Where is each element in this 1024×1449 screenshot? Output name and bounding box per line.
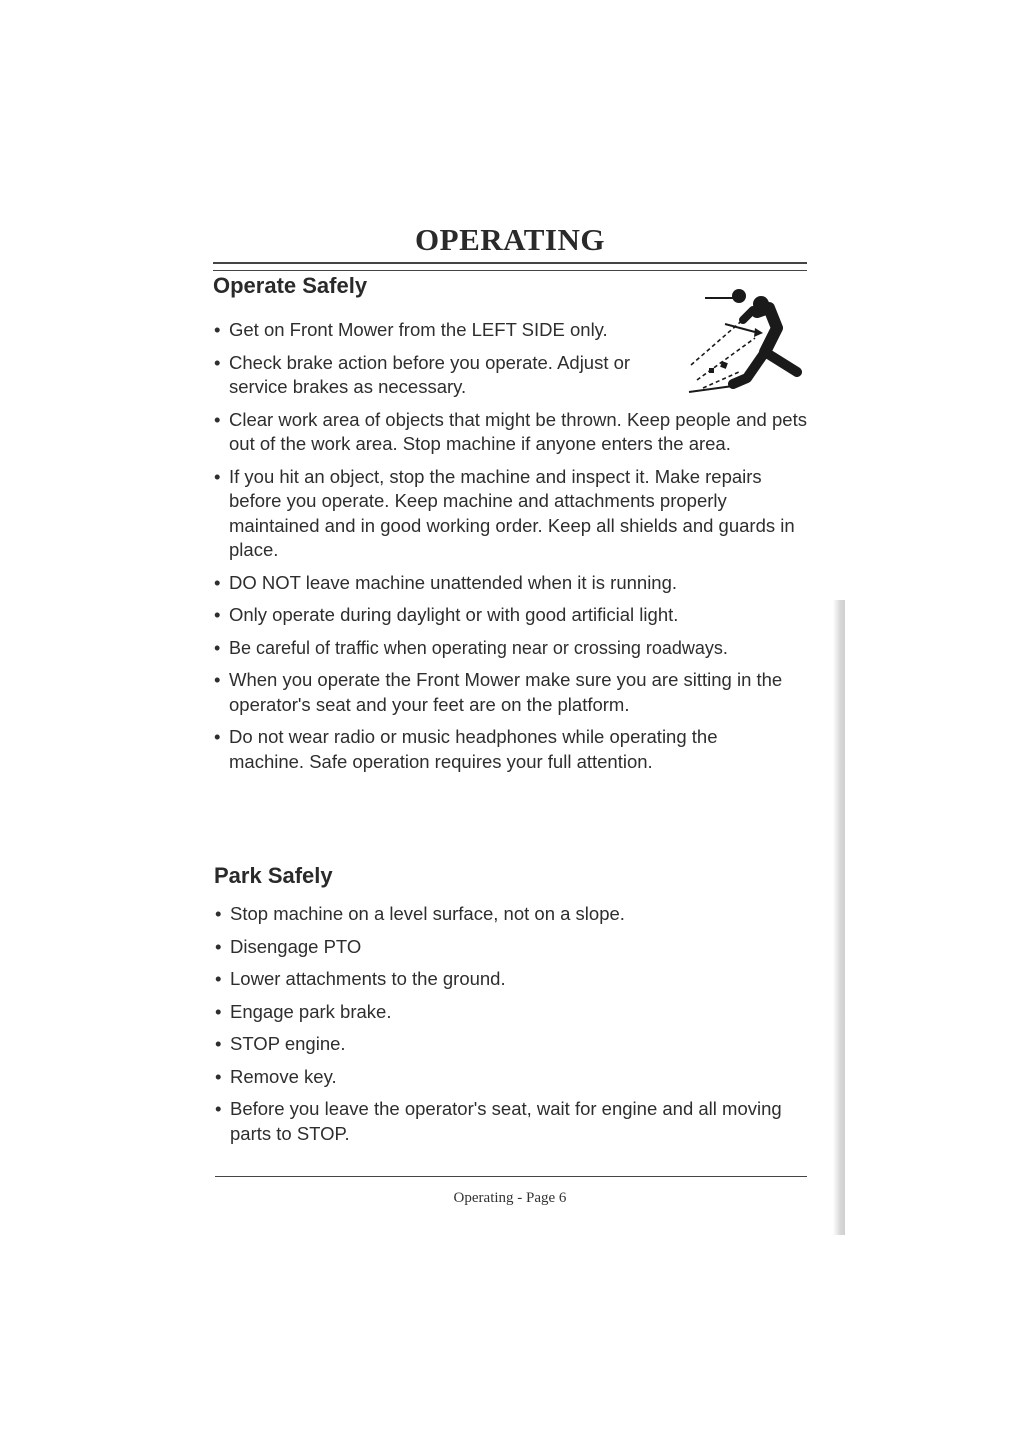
list-item: • Clear work area of objects that might be thrown. Keep people and pets out of the work area. Stop machine if anyone enters the area. [214, 408, 807, 454]
list-item: • When you operate the Front Mower make sure you are sitting in the operator's seat and your feet are on the platform. [214, 669, 783, 715]
list-item: • Before you leave the operator's seat, wait for engine and all moving parts to STOP. [215, 1098, 782, 1144]
list-item: • Check brake action before you operate. Adjust or service brakes as necessary. [214, 351, 631, 397]
list-item: • Engage park brake. [215, 1000, 392, 1022]
list-item: • Remove key. [215, 1065, 337, 1087]
operate-safely-list [213, 318, 813, 782]
scan-edge-shadow [833, 600, 845, 1235]
list-item: • Do not wear radio or music headphones while operating the machine. Safe operation requires your full attention. [214, 726, 718, 772]
list-item: • Get on Front Mower from the LEFT SIDE only. [214, 319, 608, 340]
page-title: OPERATING [415, 222, 605, 257]
list-item: • Stop machine on a level surface, not on a slope. [215, 903, 625, 924]
list-item: • Lower attachments to the ground. [215, 968, 506, 989]
operate-safely-heading: Operate Safely [213, 273, 368, 298]
list-item: • Disengage PTO [215, 935, 362, 957]
list-item: • Only operate during daylight or with good artificial light. [214, 604, 679, 625]
park-safely-heading: Park Safely [214, 863, 333, 888]
title-divider [213, 262, 807, 271]
list-item: • If you hit an object, stop the machine and inspect it. Make repairs before you operate. Keep machine and attachments properly maintained and in good working order. Keep all shields and guards in place. [214, 465, 795, 560]
list-item: • Be careful of traffic when operating near or crossing roadways. [214, 637, 728, 658]
list-item: • DO NOT leave machine unattended when it is running. [214, 571, 678, 593]
page-footer: Operating - Page 6 [453, 1190, 567, 1206]
footer-divider [215, 1176, 807, 1177]
list-item: • STOP engine. [215, 1033, 346, 1054]
park-safely-list [214, 902, 804, 1154]
